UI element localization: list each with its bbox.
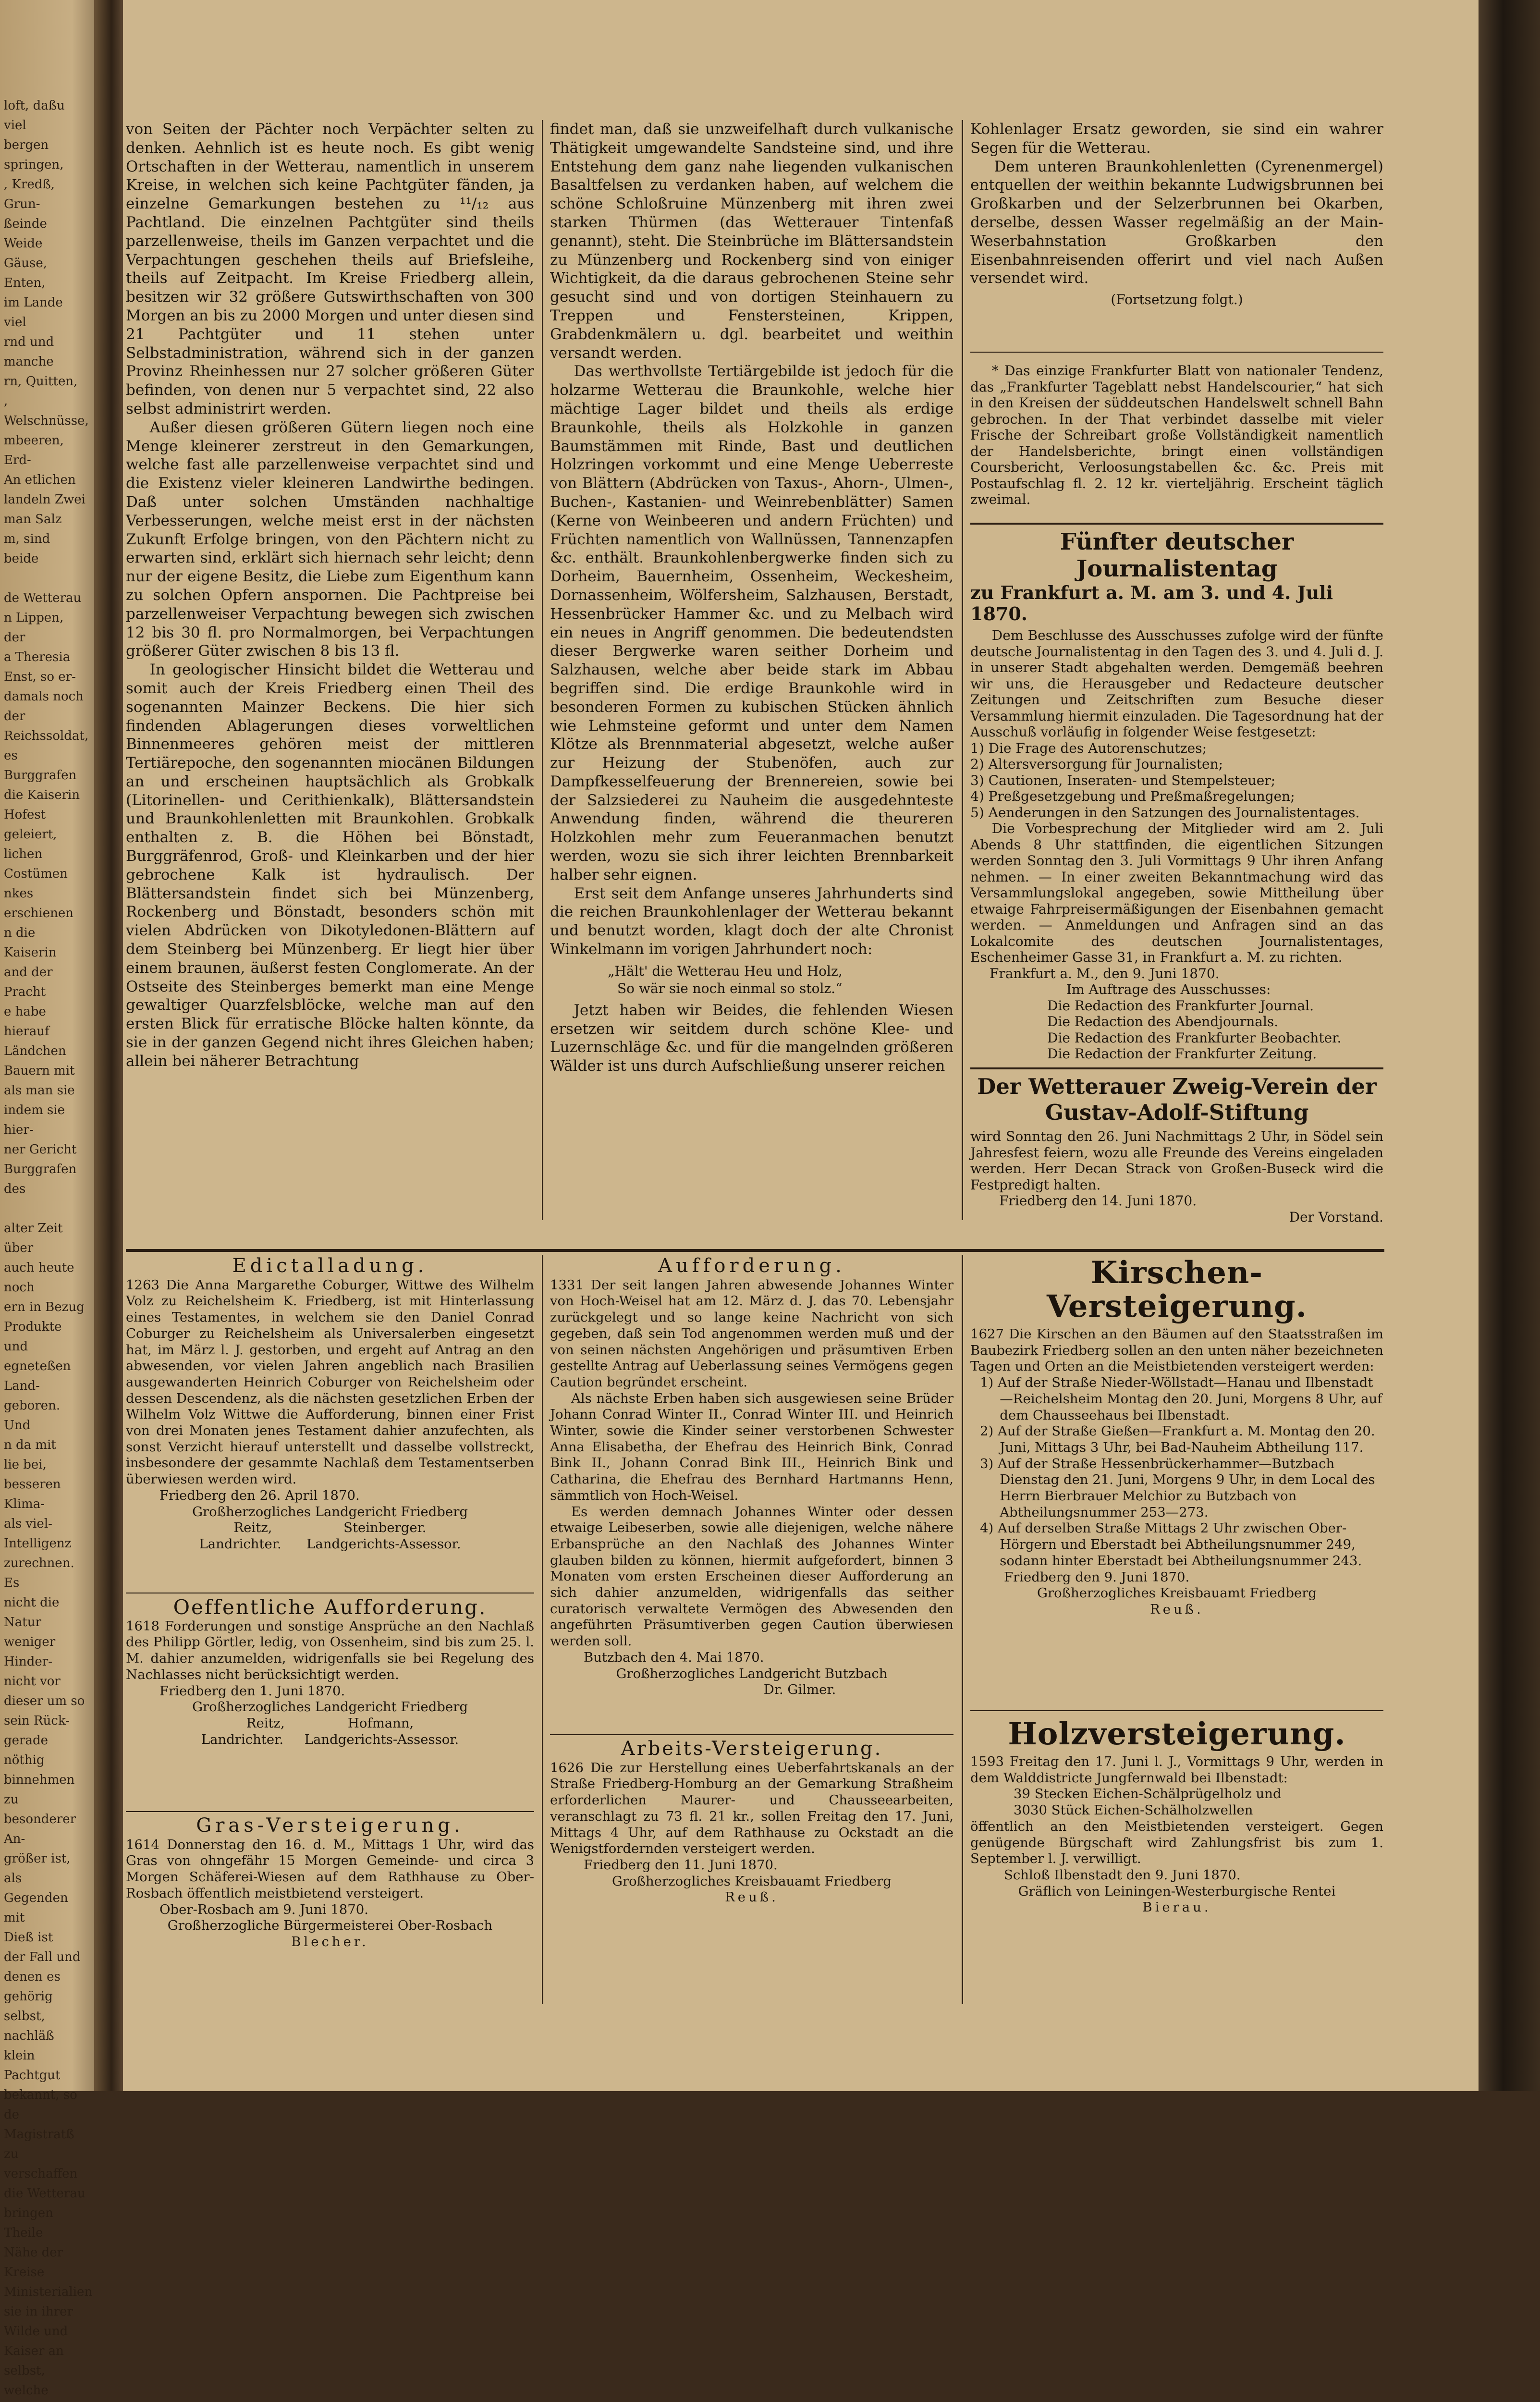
article-column-3 — [970, 120, 1383, 309]
ad-rule — [970, 1710, 1383, 1711]
auction-schedule — [970, 1375, 1383, 1569]
lot-list: 39 Stecken Eichen-Schälprügelholz und 3030 Stück Eichen-Schälholzwellen — [1014, 1786, 1282, 1818]
ad-title: Arbeits-Versteigerung. — [621, 1738, 883, 1760]
paragraph: Kohlenlager Ersatz geworden, sie sind ein wahrer Segen für die Wetterau. — [970, 121, 1383, 157]
list-item: 2) Altersversorgung für Journalisten; — [970, 756, 1223, 772]
ad-title: Aufforderung. — [658, 1255, 845, 1277]
ad-title: Gras-Versteigerung. — [196, 1814, 464, 1837]
list-item: 5) Aenderungen in den Satzungen des Journalistentages. — [970, 804, 1360, 821]
list-item: 3) Cautionen, Inseraten- und Stempelsteuer; — [970, 772, 1276, 788]
list-item: 2) Auf der Straße Gießen—Frankfurt a. M. Montag den 20. Juni, Mittags 3 Uhr, bei Bad-Nauheim Abtheilung 117. — [980, 1423, 1375, 1455]
list-item: 1) Auf der Straße Nieder-Wöllstadt—Hanau und Ilbenstadt—Reichelsheim Montag den 20. Juni, Morgens 8 Uhr, auf dem Chausseehaus bei Ilbenstadt. — [980, 1375, 1382, 1423]
right-binding — [1479, 0, 1540, 2091]
column-divider — [542, 1255, 543, 2004]
paragraph: Dem unteren Braunkohlenletten (Cyrenenmergel) entquellen der weithin bekannte Ludwigsbrunnen bei Großkarben und der Selzerbrunnen bei Okarben, derselbe, dessen Wasser regelmäßig an der Main-Weserbahnstation Großkarben den Eisenbahnreisenden offerirt und viel nach Außen versendet wird. — [970, 158, 1383, 287]
footnote: * Das einzige Frankfurter Blatt von nationaler Tendenz, das „Frankfurter Tageblatt nebst Handelscourier,“ hat sich in den Kreisen der süddeutschen Handelswelt schnell Bahn gebrochen. In der That verbindet dasselbe mit vieler Frische der Schreibart große Vollständigkeit namentlich der Handelsberichte, bringt einen vollständigen Coursbericht, Verloosungstabellen &c. &c. Preis mit Postaufschlag fl. 2. 12 kr. vierteljährig. Erscheint täglich zweimal. — [970, 363, 1383, 507]
ad-title: Edictalladung. — [232, 1255, 428, 1277]
ad-rule — [550, 1734, 953, 1735]
verse-line: So wär sie noch einmal so stolz.“ — [617, 980, 843, 996]
ad-rule — [126, 1811, 534, 1812]
paragraph: Außer diesen größeren Gütern liegen noch eine Menge kleinerer zerstreut in den Gemarkungen, welche fast alle parzellenweise verpachtet sind und die Existenz vieler kleineren Landwirthe bedingen. Daß unter solchen Umständen nachhaltige Verbesserungen, welche meist erst in der nächsten Zukunft Erfolge bringen, von den Pächtern nicht zu erwarten sind, erklärt sich hiernach sehr leicht; denn nur der eigene Besitz, die Liebe zum Eigenthum kann zu solchen Opfern anspornen. Die Pachtpreise bei parzellenweiser Verpachtung bewegen sich zwischen 12 bis 30 fl. pro Normalmorgen, bei Verpachtungen größerer Güter zwischen 8 bis 13 fl. — [126, 418, 534, 660]
quoted-verse — [550, 963, 953, 997]
dateline: Friedberg den 1. Juni 1870. — [159, 1683, 345, 1699]
announcement-subtitle: zu Frankfurt a. M. am 3. und 4. Juli 1870. — [970, 582, 1333, 625]
grass-auction: Gras-Versteigerung. 1614 Donnerstag den 16. d. M., Mittags 1 Uhr, wird das Gras von ohngefähr 15 Morgen Gemeinde- und circa 3 Morgen Schäferei-Wiesen auf dem Rathhause zu Ober-Rosbach öffentlich meistbietend versteigert. Ober-Rosbach am 9. Juni 1870. Großherzogliche Bürgermeisterei Ober-Rosbach Blecher. — [126, 1814, 534, 1949]
list-item: 3) Auf der Straße Hessenbrückerhammer—Butzbach Dienstag den 21. Juni, Morgens 9 Uhr, in dem Local des Herrn Bierbrauer Melchior zu Butzbach von Abtheilungsnummer 253—273. — [980, 1456, 1375, 1520]
section-rule — [970, 352, 1383, 353]
left-page-text: loft, daßu viel bergen springen, , Kredß, Grun- ßeinde Weide Gäuse, Enten, im Lande viel rnd und manche rn, Quitten, , Welschnüsse, mbeeren, Erd- An etlichen landeln Zwei man Salz m, sind beide de Wetterau n Lippen, der a Theresia Enst, so er- damals noch der Reichssoldat, es Burggrafen die Kaiserin Hofest geleiert, lichen Costümen nkes erschienen n die Kaiserin and der Pracht e habe hierauf Ländchen Bauern mit als man sie indem sie hier- ner Gericht Burggrafen des alter Zeit über auch heute noch ern in Bezug Produkte und egneteßen Land- geboren. Und n da mit lie bei, besseren Klima- als viel- Intelligenz zurechnen. Es nicht die Natur weniger Hinder- nicht vor dieser um so sein Rück- gerade nöthig binnehmen zu besonderer An- größer ist, als Gegenden mit Dieß ist der Fall und denen es gehörig selbst, nachläß klein Pachtgut bekannt, so de Magistratß zu verschaffen die Wetterau bringen Theile Nähe der Kreise Ministerialien sie in ihrer Wilde und Kaiser an selbst, welche — [4, 98, 93, 2398]
dateline: Ober-Rosbach am 9. Juni 1870. — [159, 1901, 368, 1917]
paragraph: Jetzt haben wir Beides, die fehlenden Wiesen ersetzen wir seitdem durch schöne Klee- und Luzernschläge &c. und für die mangelnden größeren Wälder ist uns durch Aufschließung unserer reichen — [550, 1001, 953, 1075]
signatory: Reuß. — [1150, 1601, 1204, 1617]
announcement-title: Der Wetterauer Zweig-Verein der Gustav-Adolf-Stiftung — [977, 1074, 1377, 1125]
signature-list: Die Redaction des Frankfurter Journal. Die Redaction des Abendjournals. Die Redaction des Frankfurter Beobachter. Die Redaction der Frankfurter Zeitung. — [1047, 997, 1342, 1062]
column-divider — [542, 120, 543, 1220]
public-summons: Oeffentliche Aufforderung. 1618 Forderungen und sonstige Ansprüche an den Nachlaß des Philipp Görtler, ledig, von Ossenheim, sind bis zum 25. l. M. dahier anzumelden, widrigenfalls sie bei Regelung des Nachlasses nicht berücksichtigt werden. Friedberg den 1. Juni 1870. Großherzogliches Landgericht Friedberg Reitz, Hofmann, Landrichter. Landgerichts-Assessor. — [126, 1595, 534, 1747]
signatory: Reuß. — [725, 1889, 779, 1905]
section-rule — [970, 523, 1383, 525]
gustav-adolf-announcement: Der Wetterauer Zweig-Verein der Gustav-Adolf-Stiftung wird Sonntag den 26. Juni Nachmittags 2 Uhr, in Södel sein Jahresfest feiern, wozu alle Freunde des Vereins eingeladen werden. Herr Decan Strack von Großen-Buseck wird die Festpredigt halten. Friedberg den 14. Juni 1870. Der Vorstand. — [970, 1074, 1383, 1225]
signatories: Reitz, Steinberger. — [233, 1520, 427, 1536]
issuing-authority: Großherzogliches Kreisbauamt Friedberg — [1037, 1585, 1317, 1601]
list-item: 4) Preßgesetzgebung und Preßmaßregelungen; — [970, 788, 1295, 804]
work-auction: Arbeits-Versteigerung. 1626 Die zur Herstellung eines Ueberfahrtskanals an der Straße Friedberg-Homburg an der Gemarkung Straßheim erforderlichen Maurer- und Chausseearbeiten, veranschlagt zu 73 fl. 21 kr., sollen Freitag den 17. Juni, Mittags 4 Uhr, auf dem Rathhause zu Ockstadt an die Wenigstfordernden versteigert werden. Friedberg den 11. Juni 1870. Großherzogliches Kreisbauamt Friedberg Reuß. — [550, 1738, 953, 1905]
signature-intro: Im Auftrage des Ausschusses: — [1066, 981, 1271, 997]
signatory: Dr. Gilmer. — [763, 1682, 836, 1698]
continuation-note: (Fortsetzung folgt.) — [1111, 292, 1243, 308]
agenda-list — [970, 740, 1383, 821]
dateline: Frankfurt a. M., den 9. Juni 1870. — [990, 965, 1220, 981]
paragraph: Das werthvollste Tertiärgebilde ist jedoch für die holzarme Wetterau die Braunkohle, welche hier mächtige Lager bildet und theils als erdige Braunkohle, theils als Holzkohle in ganzen Baumstämmen mit Rinde, Bast und deutlichen Holzringen vorkommt und eine Menge Ueberreste von Blättern (Abdrücken von Taxus-, Ahorn-, Ulmen-, Buchen-, Kastanien- und Weinrebenblätter) Samen (Kerne von Weinbeeren und andern Früchten) und Früchten namentlich von Wallnüssen, Tannenzapfen &c. enthält. Braunkohlenbergwerke finden sich zu Dorheim, Bauernheim, Ossenheim, Weckesheim, Dornassenheim, Wölfersheim, Salzhausen, Berstadt, Hessenbrücker Hammer &c. und zu Melbach wird ein neues in Angriff genommen. Die bedeutendsten dieser Bergwerke waren seither Dorheim und Salzhausen, welche aber beide stark im Abbau begriffen sind. Die erdige Braunkohle wird in besonderen Formen zu kubischen Stücken ähnlich wie Lehmsteine geformt und unter dem Namen Klötze als Brennmaterial abgesetzt, welche außer zur Heizung der Stubenöfen, auch zur Dampfkesselfeuerung der Brennereien, sowie bei der Salzsiederei zu Nauheim die ausgedehnteste Anwendung finden, während die theureren Holzkohlen mehr zum Feueranmachen benutzt werden, wozu sie sich ihrer leichten Brennbarkeit halber sehr eignen. — [550, 363, 953, 883]
ad-title: Kirschen-Versteigerung. — [1046, 1255, 1308, 1324]
issuing-authority: Großherzogliches Kreisbauamt Friedberg — [611, 1873, 892, 1889]
paragraph: Erst seit dem Anfange unseres Jahrhunderts sind die reichen Braunkohlenlager der Wetterau bekannt und benutzt worden, klagt doch der alte Chronist Winkelmann im vorigen Jahrhundert noch: — [550, 884, 953, 958]
dateline: Friedberg den 14. Juni 1870. — [999, 1193, 1197, 1209]
list-item: 4) Auf derselben Straße Mittags 2 Uhr zwischen Ober-Hörgern und Eberstadt bei Abtheilungsnummer 249, sodann hinter Eberstadt bei Abtheilungsnummer 243. — [980, 1520, 1362, 1569]
section-rule — [970, 1067, 1383, 1069]
wood-auction: Holzversteigerung. 1593 Freitag den 17. Juni l. J., Vormittags 9 Uhr, werden in dem Walddistricte Jungfernwald bei Ilbenstadt: 39 Stecken Eichen-Schälprügelholz und 3030 Stück Eichen-Schälholzwellen öffentlich an den Meistbietenden versteigert. Gegen genügende Bürgschaft wird Zahlungsfrist bis zum 1. September l. J. verwilligt. Schloß Ilbenstadt den 9. Juni 1870. Gräflich von Leiningen-Westerburgische Rentei Bierau. — [970, 1716, 1383, 1915]
page-section-rule — [126, 1249, 1384, 1252]
paragraph: In geologischer Hinsicht bildet die Wetterau und somit auch der Kreis Friedberg einen Theil des sogenannten Mainzer Beckens. Die hier sich findenden Ablagerungen dieses vorweltlichen Binnenmeeres gehören meist der mittleren Tertiärepoche, den sogenannten miocänen Bildungen an und erscheinen hauptsächlich als Grobkalk (Litorinellen- und Cerithienkalk), Blättersandstein und Braunkohlenletten mit Braunkohlen. Grobkalk enthalten z. B. die Höhen bei Bönstadt, Burggräfenrod, Groß- und Kleinkarben und der hier gebrochene Kalk ist hydraulisch. Der Blättersandstein findet sich bei Münzenberg, Rockenberg und Bönstadt, besonders schön mit vielen Abdrücken von Dikotyledonen-Blättern auf dem Steinberg bei Münzenberg. Er liegt hier über einem braunen, äußerst festen Conglomerate. An der Ostseite des Steinberges bemerkt man eine Menge gewaltiger Quarzfelsblöcke, welche man auf den ersten Blick für erratische Blöcke halten könnte, da sie in der ganzen Gegend nicht ihres Gleichen haben; allein bei näherer Betrachtung — [126, 661, 534, 1070]
issuing-court: Großherzogliches Landgericht Friedberg — [192, 1504, 468, 1520]
cherry-auction: Kirschen-Versteigerung. 1627 Die Kirschen an den Bäumen auf den Staatsstraßen im Baubezirk Friedberg sollen an den unten näher bezeichneten Tagen und Orten an die Meistbietenden versteigert werden: 1) Auf der Straße Nieder-Wöllstadt—Hanau und Ilbenstadt—Reichelsheim Montag den 20. Juni, Morgens 8 Uhr, auf dem Chausseehaus bei Ilbenstadt. 2) Auf der Straße Gießen—Frankfurt a. M. Montag den 20. Juni, Mittags 3 Uhr, bei Bad-Nauheim Abtheilung 117. 3) Auf der Straße Hessenbrückerhammer—Butzbach Dienstag den 21. Juni, Morgens 9 Uhr, in dem Local des Herrn Bierbrauer Melchior zu Butzbach von Abtheilungsnummer 253—273. 4) Auf derselben Straße Mittags 2 Uhr zwischen Ober-Hörgern und Eberstadt bei Abtheilungsnummer 249, sodann hinter Eberstadt bei Abtheilungsnummer 243. Friedberg den 9. Juni 1870. Großherzogliches Kreisbauamt Friedberg Reuß. — [970, 1255, 1383, 1617]
signature: Der Vorstand. — [1289, 1209, 1383, 1225]
edictal-summons: Edictalladung. 1263 Die Anna Margarethe Coburger, Wittwe des Wilhelm Volz zu Reichelsheim K. Friedberg, ist mit Hinterlassung eines Testamentes, in welchem sie den Daniel Conrad Coburger zu Reichelsheim als Universalerben eingesetzt hat, im März l. J. gestorben, und ergeht auf Antrag an den abwesenden, vor vielen Jahren angeblich nach Brasilien ausgewanderten Heinrich Coburger von Reichelsheim oder dessen Descendenz, als die nächsten gesetzlichen Erben der Wilhelm Volz Wittwe die Aufforderung, binnen einer Frist von drei Monaten jenes Testament dahier anzufechten, als sonst Verzicht hierauf unterstellt und dasselbe vollstreckt, insbesondere der gesammte Nachlaß dem Testamentserben überwiesen werden wird. Friedberg den 26. April 1870. Großherzogliches Landgericht Friedberg Reitz, Steinberger. Landrichter. Landgerichts-Assessor. — [126, 1255, 534, 1552]
issuing-authority: Gräflich von Leiningen-Westerburgische Rentei — [1018, 1883, 1336, 1899]
dateline: Friedberg den 9. Juni 1870. — [1004, 1569, 1190, 1585]
ad-title: Oeffentliche Aufforderung. — [173, 1595, 487, 1619]
dateline: Schloß Ilbenstadt den 9. Juni 1870. — [1004, 1867, 1241, 1883]
dateline: Friedberg den 11. Juni 1870. — [584, 1857, 778, 1873]
paragraph: von Seiten der Pächter noch Verpächter selten zu denken. Aehnlich ist es heute noch. Es gibt wenig Ortschaften in der Wetterau, namentlich in unserem Kreise, in welchen sich keine Pachtgüter fänden, ja einzelne Gemarkungen bestehen zu ¹¹/₁₂ aus Pachtland. Die einzelnen Pachtgüter sind theils parzellenweise, theils im Ganzen verpachtet und die Verpachtungen geschehen theils auf Briefsleihe, theils auf Zeitpacht. Im Kreise Friedberg allein, besitzen wir 32 größere Gutswirthschaften von 300 Morgen an bis zu 2000 Morgen und unter diesen sind 21 Pachtgüter und 11 stehen unter Selbstadministration, während sich in der ganzen Provinz Rheinhessen nur 27 solcher größeren Güter befinden, von denen nur 5 verpachtet sind, 22 also selbst administrirt werden. — [126, 121, 534, 417]
signatory-roles: Landrichter. Landgerichts-Assessor. — [199, 1536, 461, 1552]
ad-title: Holzversteigerung. — [1008, 1716, 1346, 1752]
column-divider — [962, 120, 963, 1220]
signatories: Reitz, Hofmann, — [246, 1715, 414, 1731]
column-divider — [962, 1255, 963, 2004]
dateline: Butzbach den 4. Mai 1870. — [584, 1649, 764, 1665]
dateline: Friedberg den 26. April 1870. — [159, 1487, 360, 1503]
announcement-title: Fünfter deutscher Journalistentag — [1060, 528, 1294, 582]
signatory-roles: Landrichter. Landgerichts-Assessor. — [201, 1731, 459, 1747]
issuing-authority: Großherzogliche Bürgermeisterei Ober-Rosbach — [167, 1918, 493, 1934]
paragraph: findet man, daß sie unzweifelhaft durch vulkanische Thätigkeit umgewandelte Sandsteine sind, und ihre Entstehung dem ganz nahe liegenden vulkanischen Basaltfelsen zu verdanken haben, auf welchem die schöne Schloßruine Münzenberg mit ihren zwei starken Thürmen (das Wetterauer Tintenfaß genannt), steht. Die Steinbrüche im Blättersandstein zu Münzenberg und Rockenberg sind von einiger Wichtigkeit, da die daraus gebrochenen Steine sehr gesucht sind und von dortigen Steinhauern zu Treppen und Fenstersteinen, Krippen, Grabdenkmälern u. dgl. bearbeitet und weithin versandt werden. — [550, 121, 953, 362]
article-column-2 — [550, 120, 953, 1211]
signatory: Blecher. — [291, 1934, 369, 1949]
issuing-court: Großherzogliches Landgericht Butzbach — [616, 1666, 888, 1681]
signatory: Bierau. — [1142, 1900, 1211, 1915]
verse-line: „Hält' die Wetterau Heu und Holz, — [608, 963, 843, 979]
summons-notice: Aufforderung. 1331 Der seit langen Jahren abwesende Johannes Winter von Hoch-Weisel hat am 12. März d. J. das 70. Lebensjahr zurückgelegt und so lange keine Nachricht von sich gegeben, daß sein Tod angenommen werden muß und der von seinen nächsten Angehörigen und präsumtiven Erben gestellte Antrag auf Ueberlassung seines Vermögens gegen Caution begründet erscheint. Als nächste Erben haben sich ausgewiesen seine Brüder Johann Conrad Winter II., Conrad Winter III. und Heinrich Winter, sowie die Kinder seiner verstorbenen Schwester Anna Elisabetha, der Ehefrau des Heinrich Bink, Conrad Bink II., Johann Conrad Bink III., Heinrich Bink und Catharina, die Ehefrau des Bernhard Hartmanns Henn, sämmtlich von Hoch-Weisel. Es werden demnach Johannes Winter oder dessen etwaige Leibeserben, sowie alle diejenigen, welche nähere Erbansprüche an den Nachlaß des Johannes Winter glauben bilden zu können, hiermit aufgefordert, binnen 3 Monaten vom ersten Erscheinen dieser Aufforderung an sich dahier anzumelden, widrigenfalls das seither curatorisch verwaltete Vermögen des Abwesenden den angeführten Präsumtiverben gegen Caution überwiesen werden soll. Butzbach den 4. Mai 1870. Großherzogliches Landgericht Butzbach Dr. Gilmer. — [550, 1255, 953, 1698]
book-spine — [94, 0, 123, 2091]
article-column-1 — [126, 120, 534, 1211]
list-item: 1) Die Frage des Autorenschutzes; — [970, 740, 1207, 756]
journalist-announcement: Fünfter deutscher Journalistentag zu Frankfurt a. M. am 3. und 4. Juli 1870. Dem Beschlusse des Ausschusses zufolge wird der fünfte deutsche Journalistentag in den Tagen des 3. und 4. Juli d. J. in unserer Stadt abgehalten werden. Demgemäß beehren wir uns, die Herausgeber und Redacteure deutscher Zeitungen und Zeitschriften zum Besuche dieser Versammlung hiermit einzuladen. Die Tagesordnung hat der Ausschuß vorläufig in folgender Weise festgesetzt: 1) Die Frage des Autorenschutzes; 2) Altersversorgung für Journalisten; 3) Cautionen, Inseraten- und Stempelsteuer; 4) Preßgesetzgebung und Preßmaßregelungen; 5) Aenderungen in den Satzungen des Journalistentages. Die Vorbesprechung der Mitglieder wird am 2. Juli Abends 8 Uhr stattfinden, die eigentlichen Sitzungen werden Sonntag den 3. Juli Vormittags 9 Uhr ihren Anfang nehmen. — In einer zweiten Bekanntmachung wird das Versammlungslokal angegeben, sowie Mittheilung über etwaige Fahrpreisermäßigungen der Eisenbahnen gemacht werden. — Anmeldungen und Anfragen sind an das Lokalcomite des deutschen Journalistentages, Eschenheimer Gasse 31, in Frankfurt a. M. zu richten. Frankfurt a. M., den 9. Juni 1870. Im Auftrage des Ausschusses: Die Redaction des Frankfurter Journal. Die Redaction des Abendjournals. Die Redaction des Frankfurter Beobachter. Die Redaction der Frankfurter Zeitung. — [970, 528, 1383, 1062]
issuing-court: Großherzogliches Landgericht Friedberg — [192, 1699, 468, 1715]
